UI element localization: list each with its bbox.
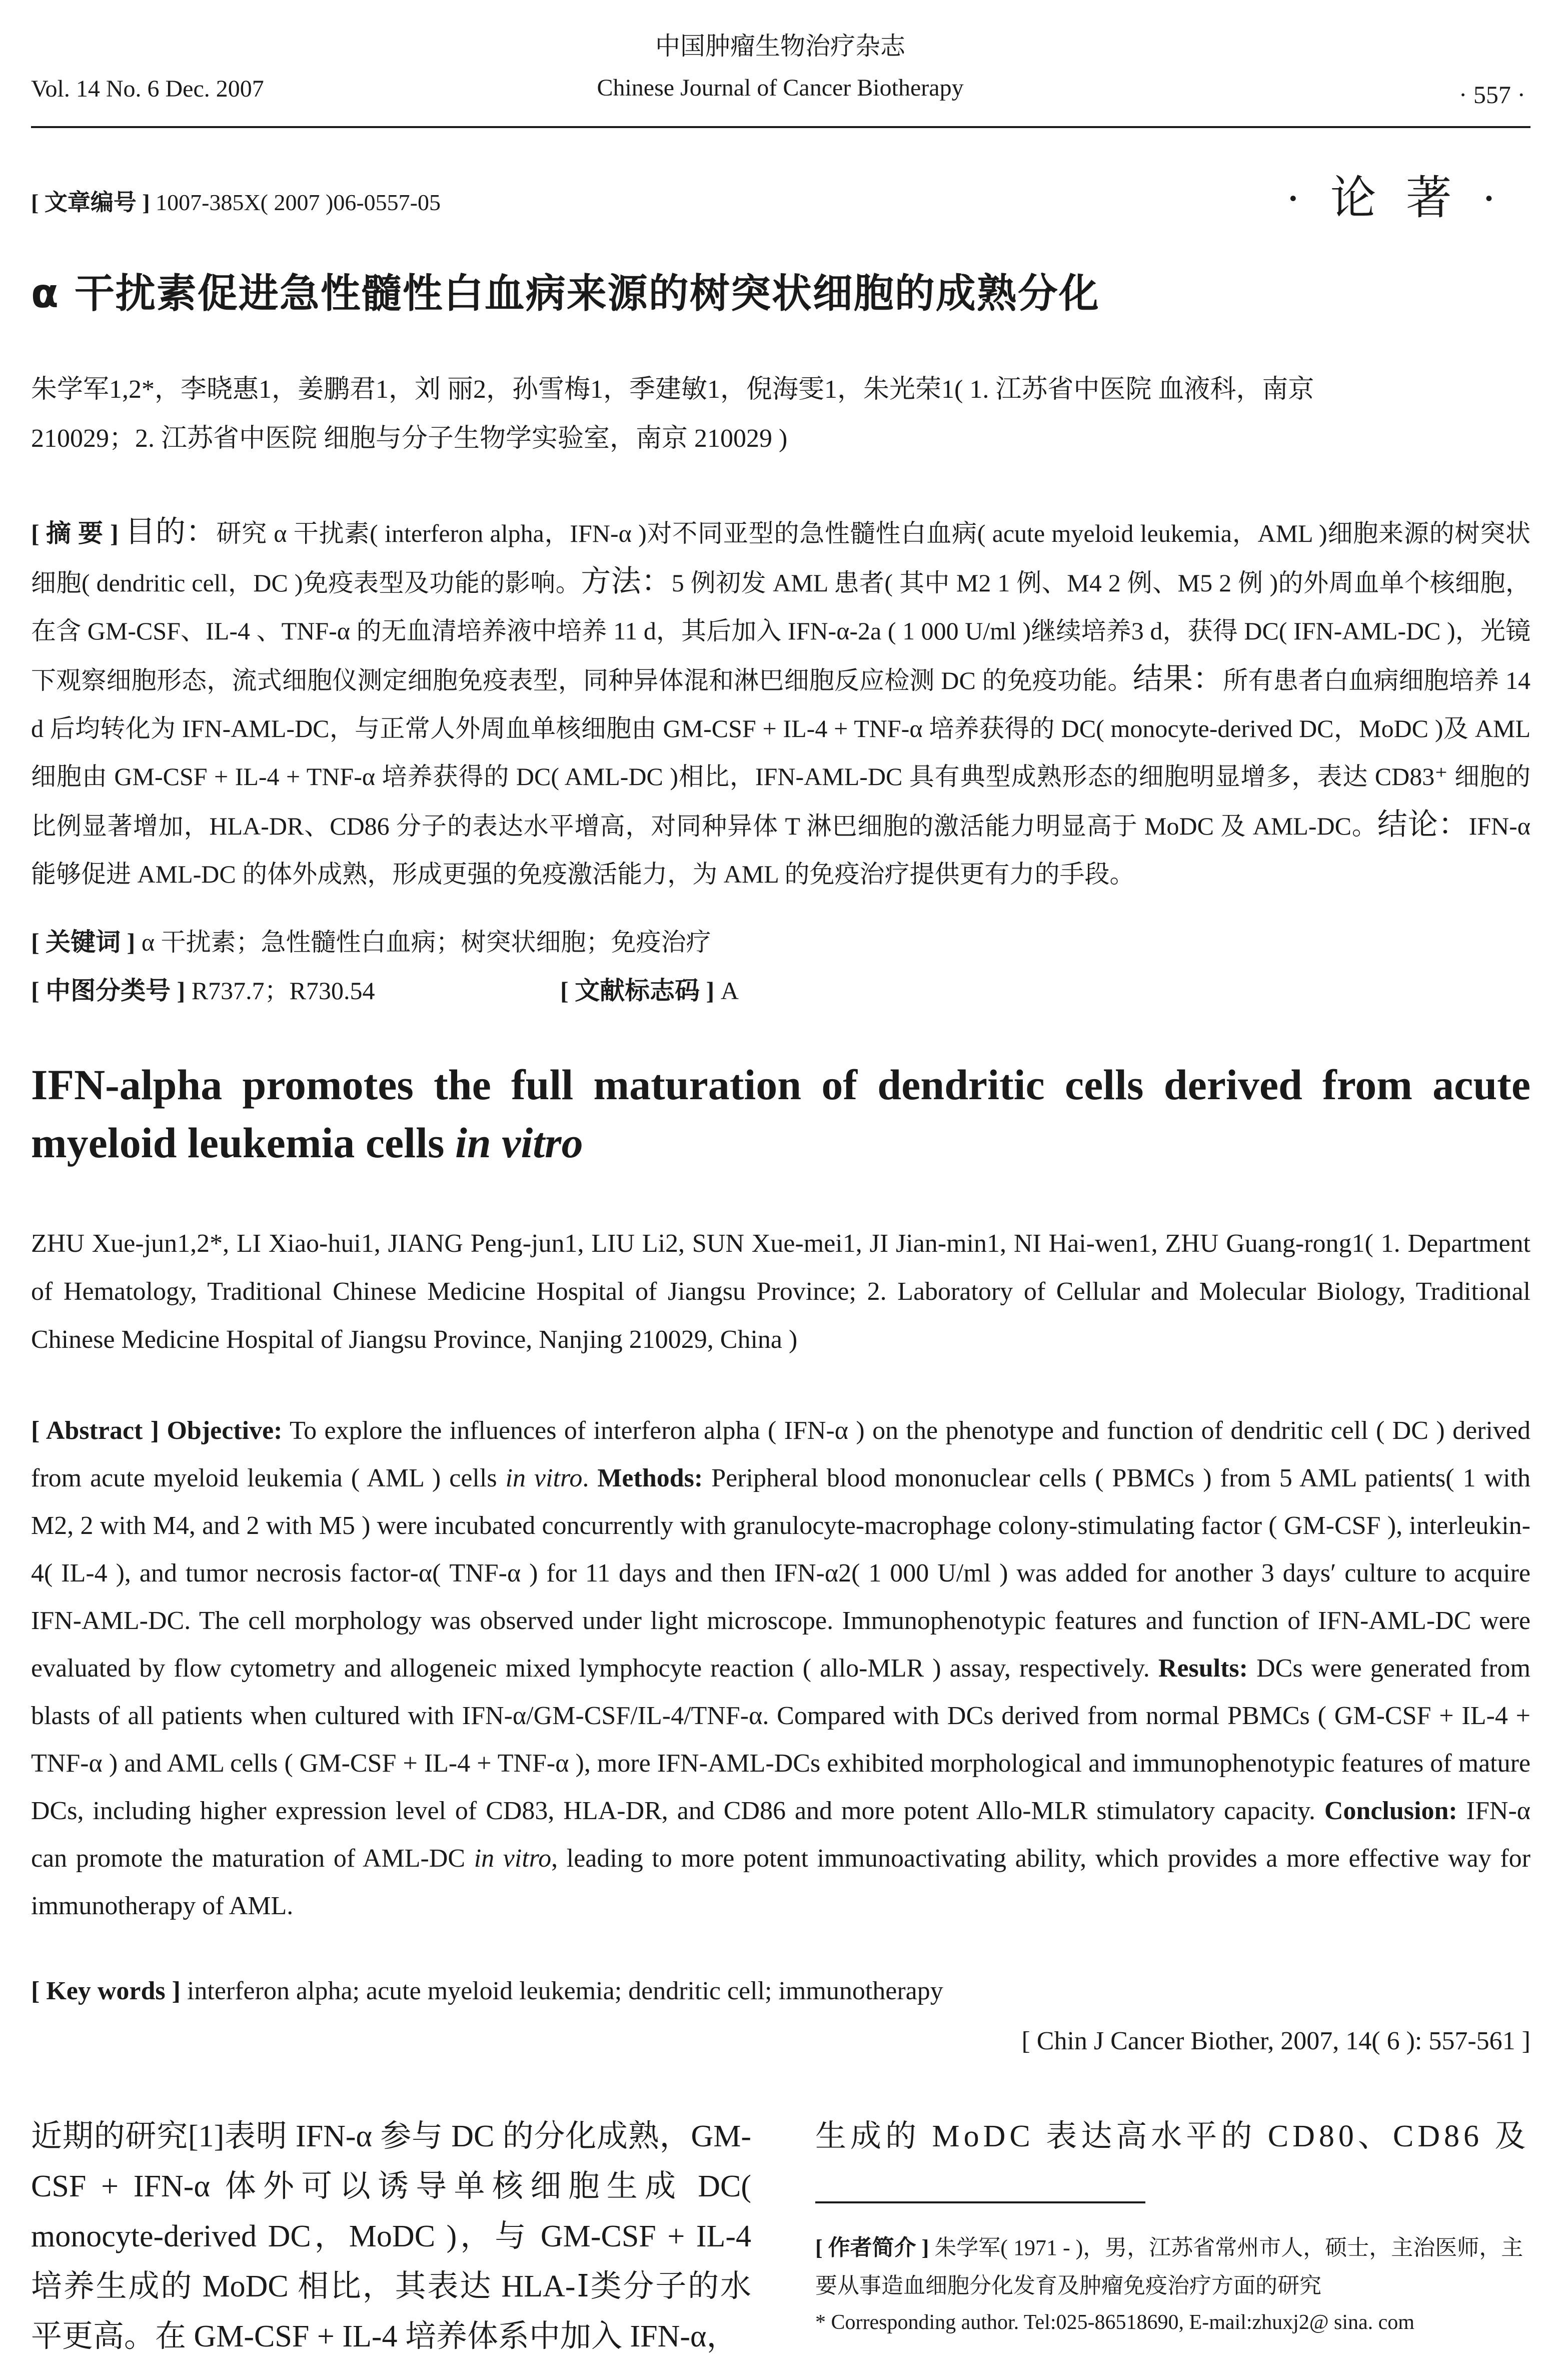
author-bio-label: [ 作者简介 ] (815, 2235, 929, 2260)
abstract-cn-objective-label: 目的： (125, 515, 217, 548)
header-rule (31, 126, 1530, 128)
authors-en: ZHU Xue-jun1,2*, LI Xiao-hui1, JIANG Peng-jun1, LIU Li2, SUN Xue-mei1, JI Jian-min1, NI Hai-wen1, ZHU Guang-rong1( 1. Department of Hematology, Traditional Chinese Medicine Hospital of Jiangsu Province; 2. Laboratory of Cellular and Molecular Biology, Traditional Chinese Medicine Hospital of Jiangsu Province, Nanjing 210029, China ) (31, 1229, 1530, 1354)
keywords-cn (31, 922, 1530, 958)
document-code-label: [ 文献标志码 ] (560, 977, 715, 1005)
abstract-cn-results: 所有患者白血病细胞培养 14 d 后均转化为 IFN-AML-DC，与正常人外周血单核细胞由 GM-CSF + IL-4 + TNF-α 培养获得的 DC( monocyte-derived DC，MoDC )及 AML 细胞由 GM-CSF + IL-4 + TNF-α 培养获得的 DC( AML-DC )相比，IFN-AML-DC 具有典型成熟形态的细胞明显增多，表达 CD83⁺ 细胞的比例显著增加，HLA-DR、CD86 分子的表达水平增高，对同种异体 T 淋巴细胞的激活能力明显高于 MoDC 及 AML-DC。 (31, 666, 1530, 840)
abstract-en-in-vitro-1: in vitro (505, 1464, 583, 1492)
abstract-en-conclusion-tail: , leading to more potent immunoactivating ability, which provides a more effective way for immunotherapy of AML. (31, 1844, 1530, 1920)
keywords-en-value: interferon alpha; acute myeloid leukemia; dendritic cell; immunotherapy (187, 1977, 943, 2005)
article-title-cn: α 干扰素促进急性髓性白血病来源的树突状细胞的成熟分化 (31, 270, 1100, 317)
section-label: · 论 著 · (1285, 173, 1506, 224)
abstract-cn-objective: 研究 α 干扰素( interferon alpha，IFN-α )对不同亚型的急性髓性白血病( acute myeloid leukemia，AML )细胞来源的树突状细胞( dendritic cell，DC )免疫表型及功能的影响。 (31, 519, 1531, 597)
abstract-en-label: [ Abstract ] (31, 1416, 160, 1445)
author-bio-text: 朱学军( 1971 - )，男，江苏省常州市人，硕士，主治医师，主要从事造血细胞分化发育及肿瘤免疫治疗方面的研究 (815, 2235, 1523, 2298)
keywords-cn-label: [ 关键词 ] (31, 928, 136, 956)
abstract-cn-methods: 5 例初发 AML 患者( 其中 M2 1 例、M4 2 例、M5 2 例 )的外周血单个核细胞，在含 GM-CSF、IL-4 、TNF-α 的无血清培养液中培养 11 d，其后加入 IFN-α-2a ( 1 000 U/ml )继续培养3 d，获得 DC( IFN-AML-DC )，光镜下观察细胞形态，流式细胞仪测定细胞免疫表型，同种异体混和淋巴细胞反应检测 DC 的免疫功能。 (31, 569, 1531, 694)
abstract-en-results-label: Results: (1149, 1654, 1248, 1683)
article-title-en (31, 1056, 1530, 1172)
body-text-left-column: 近期的研究[1]表明 IFN-α 参与 DC 的分化成熟，GM-CSF + IFN-α 体外可以诱导单核细胞生成 DC( monocyte-derived DC，MoDC )，与 GM-CSF + IL-4 培养生成的 MoDC 相比，其表达 HLA-Ⅰ类分子的水平更高。在 GM-CSF + IL-4 培养体系中加入 IFN-α， (31, 2119, 751, 2353)
abstract-cn-results-label: 结果： (1132, 662, 1223, 695)
abstract-en-conclusion: IFN-α can promote the maturation of AML-DC (31, 1797, 1531, 1873)
abstract-en-results: DCs were generated from blasts of all patients when cultured with IFN-α/GM-CSF/IL-4/TNF-α. Compared with DCs derived from normal PBMCs ( GM-CSF + IL-4 + TNF-α ) and AML cells ( GM-CSF + IL-4 + TNF-α ), more IFN-AML-DCs exhibited morphological and immunophenotypic features of mature DCs, including higher expression level of CD83, HLA-DR, and CD86 and more potent Allo-MLR stimulatory capacity. (31, 1654, 1530, 1825)
volume-info: Vol. 14 No. 6 Dec. 2007 (31, 76, 264, 102)
abstract-cn-methods-label: 方法： (581, 565, 672, 598)
author-bio-footnote (815, 2229, 1530, 2305)
abstract-en-methods: Peripheral blood mononuclear cells ( PBMCs ) from 5 AML patients( 1 with M2, 2 with M4, and 2 with M5 ) were incubated concurrently with granulocyte-macrophage colony-stimulating factor ( GM-CSF ), interleukin-4( IL-4 ), and tumor necrosis factor-α( TNF-α ) for 11 days and then IFN-α2( 1 000 U/ml ) was added for another 3 days′ culture to acquire IFN-AML-DC. The cell morphology was observed under light microscope. Immunophenotypic features and function of IFN-AML-DC were evaluated by flow cytometry and allogeneic mixed lymphocyte reaction ( allo-MLR ) assay, respectively. (31, 1464, 1531, 1683)
classification-cn (31, 971, 375, 1007)
abstract-en-objective-label: Objective: (167, 1416, 283, 1445)
classification-cn-label: [ 中图分类号 ] (31, 977, 186, 1005)
document-code-cn (560, 971, 739, 1007)
abstract-cn-label: [ 摘 要 ] (31, 519, 119, 547)
journal-title-cn: 中国肿瘤生物治疗杂志 (655, 32, 905, 60)
abstract-en-in-vitro-2: in vitro (474, 1844, 552, 1873)
corresponding-author: * Corresponding author. Tel:025-86518690, E-mail:zhuxj2@ sina. com (815, 2311, 1414, 2334)
keywords-cn-value: α 干扰素；急性髓性白血病；树突状细胞；免疫治疗 (141, 928, 711, 956)
keywords-en (31, 1976, 1530, 2006)
abstract-en-objective: To explore the influences of interferon alpha ( IFN-α ) on the phenotype and function of dendritic cell ( DC ) derived from acute myeloid leukemia ( AML ) cells (31, 1416, 1531, 1492)
authors-cn-line2: 210029；2. 江苏省中医院 细胞与分子生物学实验室，南京 210029 ) (31, 424, 788, 453)
keywords-en-label: [ Key words ] (31, 1977, 181, 2005)
abstract-en: [ Abstract ] Objective: To explore the influences of interferon alpha ( IFN-α ) on the phenotype and function of dendritic cell ( DC ) derived from acute myeloid leukemia ( AML ) cells in vitro. Methods: Peripheral blood mononuclear cells ( PBMCs ) from 5 AML patients( 1 with M2, 2 with M4, and 2 with M5 ) were incubated concurrently with granulocyte-macrophage colony-stimulating factor ( GM-CSF ), interleukin-4( IL-4 ), and tumor necrosis factor-α( TNF-α ) for 11 days and then IFN-α2( 1 000 U/ml ) was added for another 3 days′ culture to acquire IFN-AML-DC. The cell morphology was observed under light microscope. Immunophenotypic features and function of IFN-AML-DC were evaluated by flow cytometry and allogeneic mixed lymphocyte reaction ( allo-MLR ) assay, respectively. Results: DCs were generated from blasts of all patients when cultured with IFN-α/GM-CSF/IL-4/TNF-α. Compared with DCs derived from normal PBMCs ( GM-CSF + IL-4 + TNF-α ) and AML cells ( GM-CSF + IL-4 + TNF-α ), more IFN-AML-DCs exhibited morphological and immunophenotypic features of mature DCs, including higher expression level of CD83, HLA-DR, and CD86 and more potent Allo-MLR stimulatory capacity. Conclusion: IFN-α can promote the maturation of AML-DC in vitro, leading to more potent immunoactivating ability, which provides a more effective way for immunotherapy of AML. (31, 1416, 1531, 1920)
authors-cn (31, 365, 1530, 463)
abstract-en-conclusion-label: Conclusion: (1315, 1797, 1457, 1825)
abstract-cn (31, 508, 1530, 898)
article-id-value: 1007-385X( 2007 )06-0557-05 (156, 190, 441, 215)
article-id-label: [ 文章编号 ] (31, 190, 150, 215)
body-text-right-column: 生成的 MoDC 表达高水平的 CD80、CD86 及 (815, 2119, 1530, 2153)
journal-title-en: Chinese Journal of Cancer Biotherapy (597, 75, 964, 101)
abstract-cn-conclusion: IFN-α 能够促进 AML-DC 的体外成熟，形成更强的免疫激活能力，为 AML 的免疫治疗提供更有力的手段。 (31, 812, 1530, 888)
article-id (31, 184, 441, 217)
article-title-en-italic: in vitro (455, 1119, 583, 1167)
classification-cn-value: R737.7；R730.54 (191, 977, 375, 1005)
authors-cn-line1: 朱学军1,2*，李晓惠1，姜鹏君1，刘 丽2，孙雪梅1，季建敏1，倪海雯1，朱光荣1( 1. 江苏省中医院 血液科，南京 (31, 375, 1314, 404)
page-number: · 557 · (1458, 81, 1525, 109)
abstract-cn-conclusion-label: 结论： (1377, 808, 1469, 841)
citation: [ Chin J Cancer Biother, 2007, 14( 6 ): 557-561 ] (1021, 2027, 1530, 2055)
article-title-en-main: IFN-alpha promotes the full maturation of dendritic cells derived from acute myeloid leukemia cells (31, 1061, 1530, 1167)
footnote-rule (815, 2201, 1145, 2203)
document-code-value: A (720, 977, 739, 1005)
abstract-en-methods-label: Methods: (589, 1464, 703, 1492)
